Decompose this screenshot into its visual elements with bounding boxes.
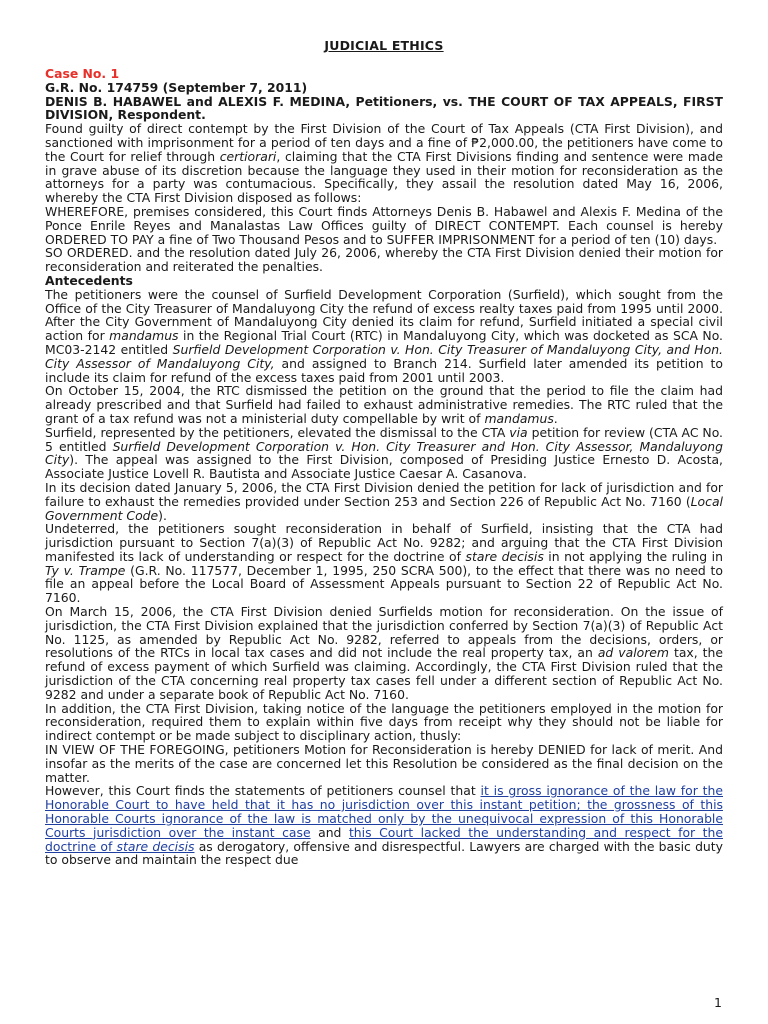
paragraph-1: Found guilty of direct contempt by the First Division of the Court of Tax Appeals (CTA First Division), and sanctioned with imprisonment for a period of ten days and a fine of ₱2,000.00, the petitioners have come to the Court for relief through certiorari, claiming that the CTA First Divisions finding and sentence were made in grave abuse of its discretion because the language they used in their motion for reconsideration as the attorneys for a party was contumacious. Specifically, they assail the resolution dated May 16, 2006, whereby the CTA First Division disposed as follows: xyxy=(45,121,723,206)
page-number: 1 xyxy=(714,995,722,1010)
paragraph-11: IN VIEW OF THE FOREGOING, petitioners Motion for Reconsideration is hereby DENIED for lack of merit. And insofar as the merits of the case are concerned let this Resolution be considered as the final decision on the matter. xyxy=(45,742,723,785)
document-body xyxy=(45,67,723,867)
paragraph-4: The petitioners were the counsel of Surfield Development Corporation (Surfield), which sought from the Office of the City Treasurer of Mandaluyong City the refund of excess realty taxes paid from 1995 until 2000. After the City Government of Mandaluyong City denied its claim for refund, Surfield initiated a special civil action for mandamus in the Regional Trial Court (RTC) in Mandaluyong City, which was docketed as SCA No. MC03-2142 entitled Surfield Development Corporation v. Hon. City Treasurer of Mandaluyong City, and Hon. City Assessor of Mandaluyong City, and assigned to Branch 214. Surfield later amended its petition to include its claim for refund of the excess taxes paid from 2001 until 2003. xyxy=(45,286,723,385)
paragraph-6: Surfield, represented by the petitioners, elevated the dismissal to the CTA via petition for review (CTA AC No. 5 entitled Surfield Development Corporation v. Hon. City Treasurer and Hon. City Assessor, Mandaluyong City). The appeal was assigned to the First Division, composed of Presiding Justice Ernesto D. Acosta, Associate Justice Lovell R. Bautista and Associate Justice Caesar A. Casanova. xyxy=(45,424,724,482)
paragraph-8: Undeterred, the petitioners sought reconsideration in behalf of Surfield, insisting that the CTA had jurisdiction pursuant to Section 7(a)(3) of Republic Act No. 9282; and arguing that the CTA First Division manifested its lack of understanding or respect for the doctrine of stare decisis in not applying the ruling in Ty v. Trampe (G.R. No. 117577, December 1, 1995, 250 SCRA 500), to the effect that there was no need to file an appeal before the Local Board of Assessment Appeals pursuant to Section 22 of Republic Act No. 7160. xyxy=(45,521,723,606)
gr-number: G.R. No. 174759 (September 7, 2011) xyxy=(45,79,308,95)
underlined-quote-1: it is gross ignorance of the law for the Honorable Court to have held that it has no jurisdiction over this instant petition; the grossness of this Honorable Courts ignorance of the law is matched only by the unequivocal expression of this Honorable Courts jurisdiction over the instant case xyxy=(45,783,723,840)
case-number: Case No. 1 xyxy=(45,66,120,81)
paragraph-2: WHEREFORE, premises considered, this Court finds Attorneys Denis B. Habawel and Alexis F. Medina of the Ponce Enrile Reyes and Manalastas Law Offices guilty of DIRECT CONTEMPT. Each counsel is hereby ORDERED TO PAY a fine of Two Thousand Pesos and to SUFFER IMPRISONMENT for a period of ten (10) days. xyxy=(45,203,723,247)
paragraph-9: On March 15, 2006, the CTA First Division denied Surfields motion for reconsideration. On the issue of jurisdiction, the CTA First Division explained that the jurisdiction conferred by Section 7(a)(3) of Republic Act No. 1125, as amended by Republic Act No. 9282, referred to appeals from the decisions, orders, or resolutions of the RTCs in local tax cases and did not include the real property tax, an ad valorem tax, the refund of excess payment of which Surfield was claiming. Accordingly, the CTA First Division ruled that the jurisdiction of the CTA concerning real property tax cases fell under a different section of Republic Act No. 9282 and under a separate book of Republic Act No. 7160. xyxy=(45,604,723,702)
case-parties: DENIS B. HABAWEL and ALEXIS F. MEDINA, Petitioners, vs. THE COURT OF TAX APPEALS, FIRST DIVISION, Respondent. xyxy=(45,93,723,123)
paragraph-3: SO ORDERED. and the resolution dated July 26, 2006, whereby the CTA First Division denied their motion for reconsideration and reiterated the penalties. xyxy=(45,245,723,275)
paragraph-5: On October 15, 2004, the RTC dismissed the petition on the ground that the period to file the claim had already prescribed and that Surfield had failed to exhaust administrative remedies. The RTC ruled that the grant of a tax refund was not a ministerial duty compellable by writ of mandamus. xyxy=(45,383,723,426)
document-title: JUDICIAL ETHICS xyxy=(324,38,444,53)
underlined-quote-2: this Court lacked the understanding and respect for the doctrine of stare decisis xyxy=(45,824,723,854)
section-heading-antecedents: Antecedents xyxy=(45,272,133,288)
paragraph-12: However, this Court finds the statements of petitioners counsel that it is gross ignorance of the law for the Honorable Court to have held that it has no jurisdiction over this instant petition; the grossness of this Honorable Courts ignorance of the law is matched only by the unequivocal expression of this Honorable Courts jurisdiction over the instant case and this Court lacked the understanding and respect for the doctrine of stare decisis as derogatory, offensive and disrespectful. Lawyers are charged with the basic duty to observe and maintain the respect due xyxy=(45,783,723,868)
paragraph-10: In addition, the CTA First Division, taking notice of the language the petitioners employed in the motion for reconsideration, required them to explain within five days from receipt why they should not be liable for indirect contempt or be made subject to disciplinary action, thusly: xyxy=(45,700,723,744)
paragraph-7: In its decision dated January 5, 2006, the CTA First Division denied the petition for lack of jurisdiction and for failure to exhaust the remedies provided under Section 253 and Section 226 of Republic Act No. 7160 (Local Government Code). xyxy=(45,479,723,523)
